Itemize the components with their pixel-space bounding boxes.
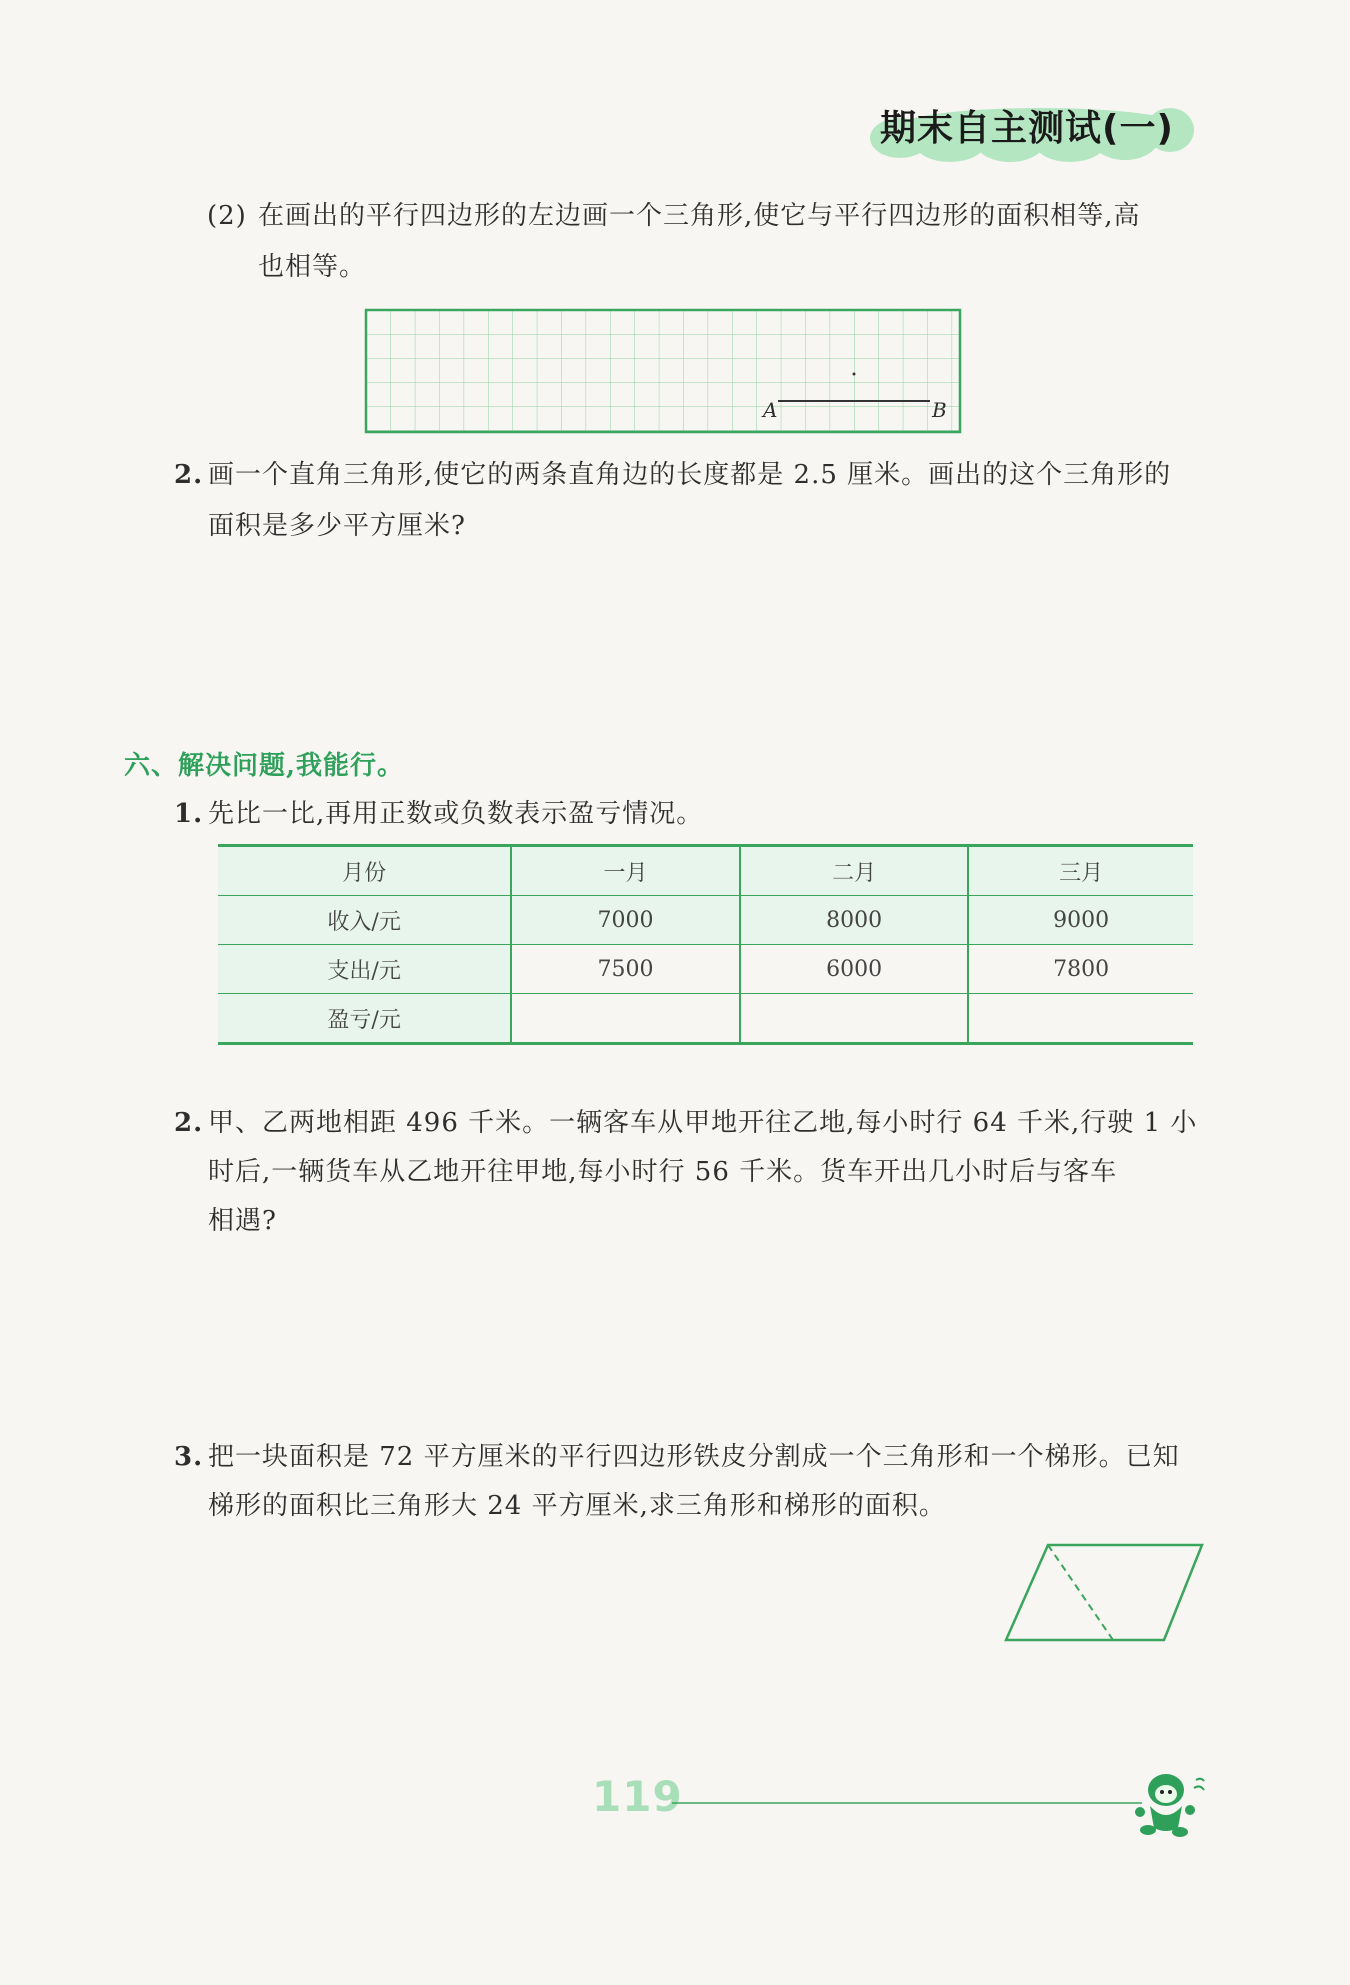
- q2-text-line2: 面积是多少平方厘米?: [208, 511, 466, 541]
- table-cell: 9000: [968, 896, 1193, 945]
- table-cell: 支出/元: [218, 945, 511, 994]
- table-header-cell: 三月: [968, 846, 1193, 896]
- table-cell: 6000: [740, 945, 969, 994]
- s6-q2-text-line2: 时后,一辆货车从乙地开往甲地,每小时行 56 千米。货车开出几小时后与客车: [208, 1157, 1118, 1187]
- page-title: 期末自主测试(一): [880, 108, 1174, 149]
- table-row: [218, 896, 1193, 945]
- q2-text-line1: 画一个直角三角形,使它的两条直角边的长度都是 2.5 厘米。画出的这个三角形的: [208, 460, 1172, 490]
- table-cell: 7000: [511, 896, 740, 945]
- section-6-title: 六、解决问题,我能行。: [124, 751, 405, 781]
- s6-q2-text-line3: 相遇?: [208, 1206, 277, 1236]
- table-cell: 7500: [511, 945, 740, 994]
- table-cell: 收入/元: [218, 896, 511, 945]
- s6-q1-number: 1.: [174, 799, 204, 829]
- table-cell: 盈亏/元: [218, 994, 511, 1044]
- parallelogram-figure: [1000, 1536, 1210, 1648]
- point-b-label: B: [932, 398, 947, 422]
- point-a-label: A: [763, 398, 778, 422]
- table-cell: 8000: [740, 896, 969, 945]
- table-header-cell: 二月: [740, 846, 969, 896]
- cartoon-mascot-icon: [1130, 1768, 1210, 1840]
- s6-q1-text: 先比一比,再用正数或负数表示盈亏情况。: [208, 799, 704, 829]
- header-title-badge: [860, 92, 1200, 164]
- answer-cell[interactable]: [511, 994, 740, 1044]
- s6-q3-text-line2: 梯形的面积比三角形大 24 平方厘米,求三角形和梯形的面积。: [208, 1491, 946, 1521]
- table-header-cell: 一月: [511, 846, 740, 896]
- q1-part2-number: (2): [207, 201, 247, 231]
- q1-part2-text-line1: 在画出的平行四边形的左边画一个三角形,使它与平行四边形的面积相等,高: [258, 201, 1141, 231]
- s6-q3-text-line1: 把一块面积是 72 平方厘米的平行四边形铁皮分割成一个三角形和一个梯形。已知: [208, 1442, 1180, 1472]
- income-expense-table: [218, 844, 1193, 1045]
- answer-cell[interactable]: [740, 994, 969, 1044]
- table-header-row: [218, 846, 1193, 896]
- page-number: 119: [592, 1772, 683, 1821]
- table-header-cell: 月份: [218, 846, 511, 896]
- q1-part2-text-line2: 也相等。: [258, 252, 367, 282]
- footer-rule: [672, 1800, 1142, 1806]
- table-row: [218, 994, 1193, 1044]
- answer-cell[interactable]: [968, 994, 1193, 1044]
- s6-q3-number: 3.: [174, 1442, 204, 1472]
- table-cell: 7800: [968, 945, 1193, 994]
- drawing-grid[interactable]: [364, 308, 962, 434]
- s6-q2-text-line1: 甲、乙两地相距 496 千米。一辆客车从甲地开往乙地,每小时行 64 千米,行驶 1 小: [208, 1108, 1198, 1138]
- table-row: [218, 945, 1193, 994]
- q2-number: 2.: [174, 460, 204, 490]
- s6-q2-number: 2.: [174, 1108, 204, 1138]
